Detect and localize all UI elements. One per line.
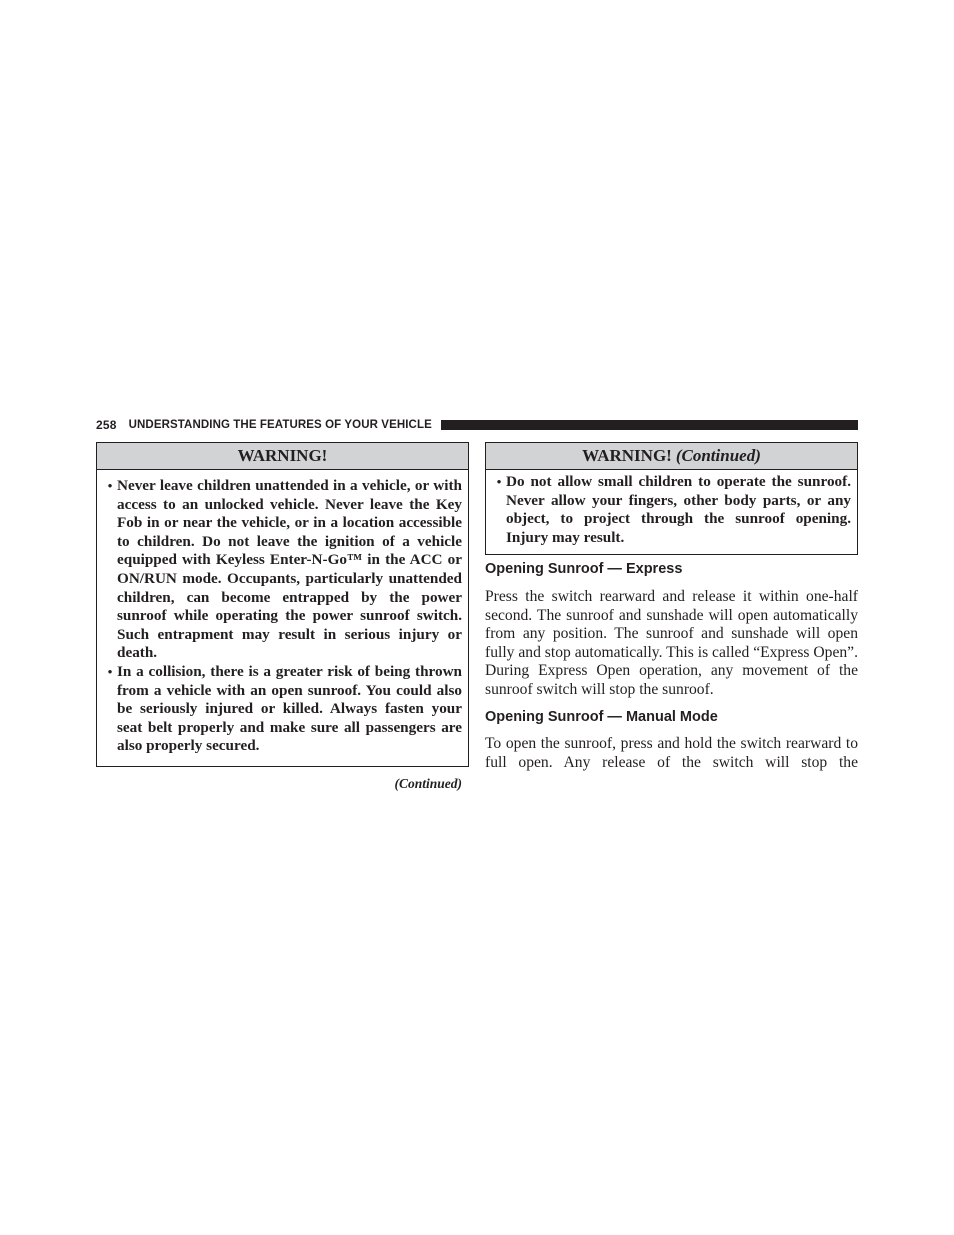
bullet-icon: • xyxy=(107,478,113,493)
bullet-text: In a collision, there is a greater risk of being thrown from a vehicle with an open sunroof. You could also be seriously injured or killed. Always fasten your seat belt properly and make sure all passengers are also properly secured. xyxy=(117,662,462,755)
warning-body xyxy=(486,470,857,553)
header-bar xyxy=(441,420,858,430)
page-number: 258 xyxy=(96,418,117,432)
bullet-icon: • xyxy=(107,663,113,679)
section-title: UNDERSTANDING THE FEATURES OF YOUR VEHICLE xyxy=(128,419,432,431)
section-heading-express: Opening Sunroof — Express xyxy=(485,561,683,577)
warning-heading xyxy=(97,443,468,470)
warning-bullet xyxy=(103,663,462,756)
warning-title: WARNING! xyxy=(582,446,672,465)
bullet-text: Never leave children unattended in a vehicle, or with access to an unlocked vehicle. Never leave the Key Fob in or near the vehicle, or in a location accessible to children. Do not leave the ignition of a vehicle equipped with Keyless Enter-N-Go™ in the ACC or ON/RUN mode. Occupants, particularly unattended children, can become entrapped by the power sunroof while operating the power sunroof switch. Such entrapment may result in serious injury or death. xyxy=(117,477,462,662)
warning-heading xyxy=(486,443,857,470)
warning-box-right xyxy=(485,442,858,555)
warning-bullet xyxy=(492,473,851,547)
bullet-icon: • xyxy=(496,474,502,489)
bullet-text: Do not allow small children to operate the sunroof. Never allow your fingers, other body parts, or any object, to project through the sunroof opening. Injury may result. xyxy=(506,473,851,546)
section-text-manual: To open the sunroof, press and hold the switch rearward to full open. Any release of the switch will stop the xyxy=(485,735,858,771)
section-heading-manual: Opening Sunroof — Manual Mode xyxy=(485,709,718,725)
warning-body xyxy=(97,470,468,762)
warning-title: WARNING! xyxy=(237,446,328,465)
section-text-express: Press the switch rearward and release it within one-half second. The sunroof and sunshade will open automatically from any position. The sunroof and sunshade will open fully and stop automatically. This is called “Express Open”. During Express Open operation, any movement of the sunroof switch will stop the sunroof. xyxy=(485,588,858,698)
continued-label: (Continued) xyxy=(394,776,462,791)
warning-box-left xyxy=(96,442,469,767)
page-header xyxy=(96,417,858,433)
warning-title-continued: (Continued) xyxy=(675,446,761,465)
warning-bullet xyxy=(103,477,462,663)
